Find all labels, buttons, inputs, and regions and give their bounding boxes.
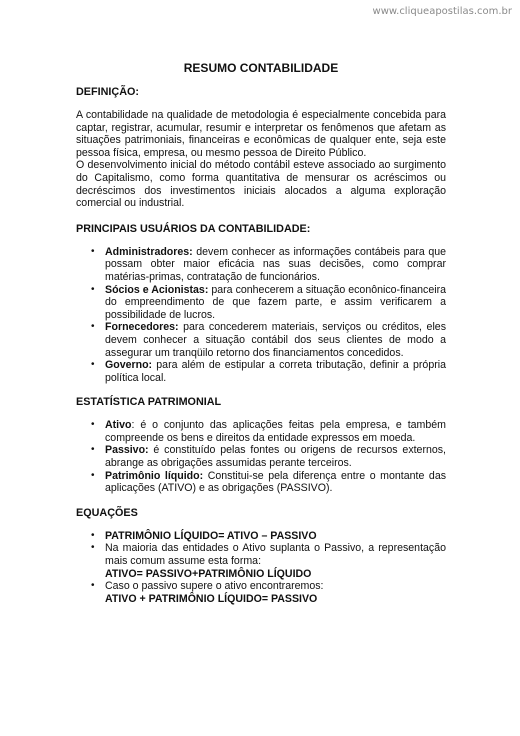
bullet-icon: • — [91, 283, 95, 295]
users-heading: PRINCIPAIS USUÁRIOS DA CONTABILIDADE: — [76, 222, 311, 235]
list-item — [91, 419, 446, 444]
list-item — [91, 542, 446, 580]
bullet-icon: • — [91, 245, 95, 257]
document-title: RESUMO CONTABILIDADE — [183, 61, 339, 75]
list-item-term: Ativo — [105, 419, 132, 432]
list-item — [91, 246, 446, 284]
definition-paragraph-2: O desenvolvimento inicial do método contábil esteve associado ao surgimento do Capitalismo, como forma quantitativa de mensurar os acréscimos ou decréscimos dos investimentos iniciais alocados a alguma exploração comercial ou industrial. — [76, 159, 446, 210]
definition-heading: DEFINIÇÃO: — [76, 86, 139, 98]
list-item-term: Patrimônio líquido: — [105, 469, 204, 482]
bullet-icon: • — [91, 419, 95, 431]
equations-list — [91, 530, 446, 606]
list-item — [91, 580, 446, 605]
definition-section — [76, 109, 446, 210]
list-item-text: devem conhecer as informações contábeis para que possam obter maior eficácia nas suas decisões, como comprar matérias-primas, contratação de funcionários. — [105, 245, 446, 283]
list-item-text: Na maioria das entidades o Ativo suplanta o Passivo, a representação mais comum assume esta forma: — [105, 542, 446, 568]
equation-formula: ATIVO + PATRIMÔNIO LÍQUIDO= PASSIVO — [105, 592, 318, 605]
list-item — [91, 321, 446, 359]
bullet-icon: • — [91, 469, 95, 481]
list-item — [91, 359, 446, 384]
equation-formula: PATRIMÔNIO LÍQUIDO= ATIVO – PASSIVO — [105, 529, 317, 542]
list-item-term: Governo: — [105, 359, 153, 372]
bullet-icon: • — [91, 359, 95, 371]
bullet-icon: • — [91, 321, 95, 333]
bullet-icon: • — [91, 444, 95, 456]
list-item-text: para conhecerem a situação econônico-financeira do empreendimento de que fazem parte, e assim verificarem a possibilidade de lucros. — [105, 283, 446, 321]
definition-paragraph-1: A contabilidade na qualidade de metodologia é especialmente concebida para captar, registrar, acumular, resumir e interpretar os fenômenos que afetam as situações patrimoniais, financeiras e econômicas de qualquer ente, seja este pessoa física, empresa, ou mesmo pessoa de Direito Público. — [76, 109, 446, 159]
site-watermark: www.cliqueapostilas.com.br — [372, 6, 512, 17]
list-item — [91, 444, 446, 469]
list-item — [91, 530, 446, 543]
list-item-term: Passivo: — [105, 444, 149, 457]
list-item-text: para concederem materiais, serviços ou créditos, eles devem conhecer a situação contábil dos seus clientes de modo a assegurar um tranqüilo retorno dos financiamentos concedidos. — [105, 321, 446, 359]
list-item-term: Fornecedores: — [105, 321, 179, 334]
equation-formula: ATIVO= PASSIVO+PATRIMÔNIO LÍQUIDO — [105, 567, 312, 580]
users-list — [91, 246, 446, 385]
list-item-text: : é o conjunto das aplicações feitas pela empresa, e também compreende os bens e direitos da entidade expressos em moeda. — [105, 419, 446, 444]
bullet-icon: • — [91, 580, 95, 592]
list-item — [91, 470, 446, 495]
equations-heading: EQUAÇÕES — [76, 506, 138, 519]
document-page — [76, 60, 446, 616]
list-item-term: Sócios e Acionistas: — [105, 283, 209, 296]
list-item-text: Caso o passivo supere o ativo encontraremos: — [105, 580, 324, 593]
list-item-text: Constitui-se pela diferença entre o montante das aplicações (ATIVO) e as obrigações (PASSIVO). — [105, 469, 447, 495]
bullet-icon: • — [91, 529, 95, 541]
list-item-text: para além de estipular a correta tributação, definir a própria política local. — [105, 359, 446, 384]
bullet-icon: • — [91, 542, 95, 554]
list-item-term: Administradores: — [105, 245, 193, 258]
patrimonial-heading: ESTATÍSTICA PATRIMONIAL — [76, 396, 222, 409]
patrimonial-list — [91, 419, 446, 495]
list-item-text: é constituído pelas fontes ou origens de recursos externos, abrange as obrigações assumidas perante terceiros. — [105, 444, 446, 470]
list-item — [91, 284, 446, 322]
